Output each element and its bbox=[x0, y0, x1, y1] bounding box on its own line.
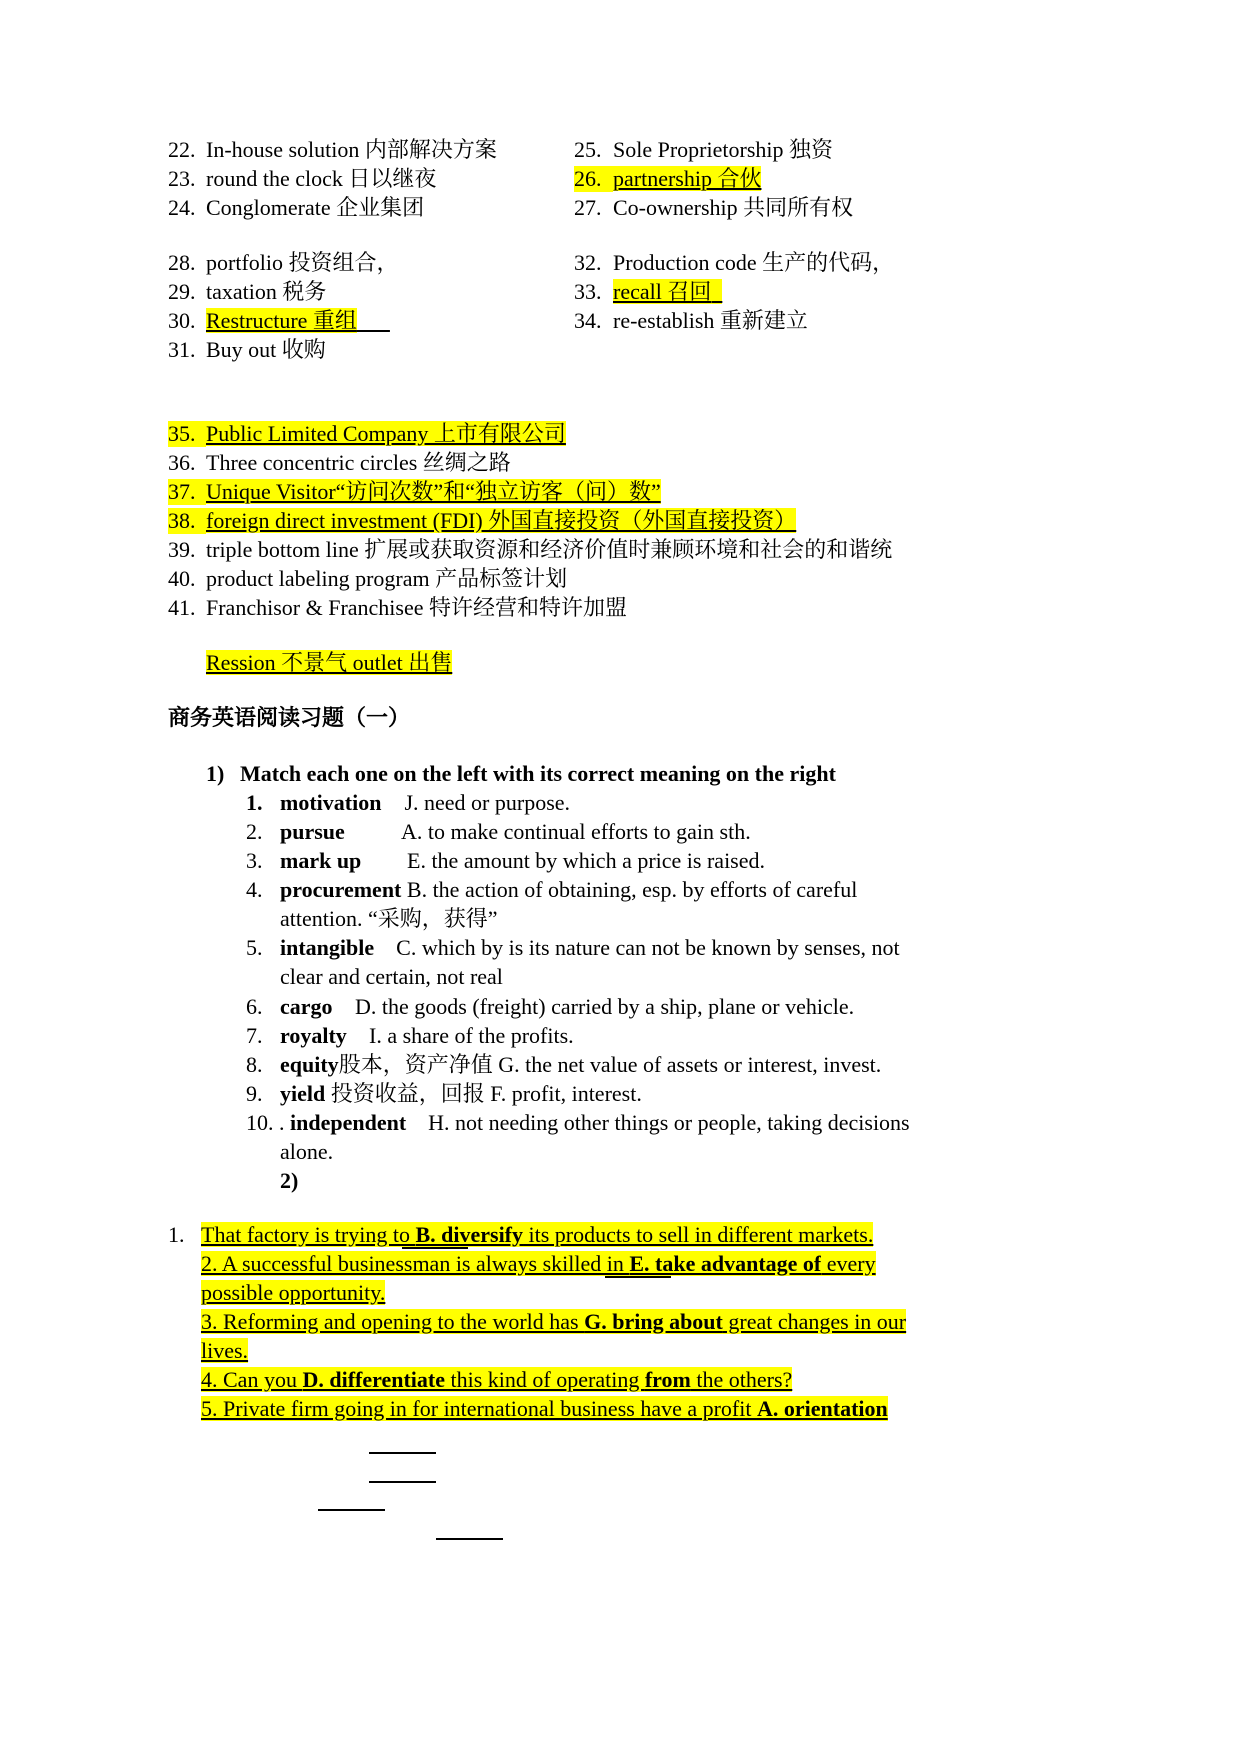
sentence-answer: from bbox=[644, 1367, 691, 1392]
vocab-item-29 bbox=[168, 279, 326, 305]
item-number: 27. bbox=[574, 195, 602, 220]
match-number: 4. bbox=[246, 877, 263, 902]
item-text: product labeling program 产品标签计划 bbox=[206, 566, 568, 591]
match-item bbox=[246, 994, 854, 1020]
item-number: 39. bbox=[168, 537, 196, 562]
match-continuation: attention. “采购，获得” bbox=[280, 906, 498, 931]
match-continuation: alone. bbox=[280, 1139, 334, 1164]
match-term: motivation bbox=[280, 790, 382, 815]
item-text: re-establish 重新建立 bbox=[613, 308, 808, 333]
blank-rule bbox=[369, 1481, 436, 1483]
blank-rule bbox=[436, 1538, 503, 1540]
item-text: Unique Visitor“访问次数”和“独立访客（问）数” bbox=[206, 479, 661, 504]
match-definition: E. the amount by which a price is raised. bbox=[407, 848, 766, 873]
sentence-3-cont bbox=[201, 1338, 248, 1364]
match-definition: 投资收益，回报 F. profit, interest. bbox=[325, 1081, 642, 1106]
sentence-part: That factory is trying to bbox=[201, 1222, 416, 1247]
item-number: 26. bbox=[574, 166, 613, 192]
sentence-5 bbox=[201, 1396, 888, 1422]
vocab-item-22 bbox=[168, 137, 497, 163]
item-number: 40. bbox=[168, 566, 196, 591]
item-text: Production code 生产的代码， bbox=[613, 250, 895, 275]
item-text: Buy out 收购 bbox=[206, 337, 326, 362]
match-item bbox=[246, 1110, 910, 1136]
sentence-part: every bbox=[821, 1251, 876, 1276]
match-number: 2. bbox=[246, 819, 263, 844]
vocab-item-23 bbox=[168, 166, 436, 192]
match-term: pursue bbox=[280, 819, 345, 844]
match-item bbox=[246, 1052, 881, 1078]
match-number: 6. bbox=[246, 994, 263, 1019]
vocab-item-31 bbox=[168, 337, 326, 363]
q1-number: 1) bbox=[206, 761, 225, 786]
match-term: royalty bbox=[280, 1023, 347, 1048]
sentence-part: the others? bbox=[690, 1367, 793, 1392]
item-number: 24. bbox=[168, 195, 196, 220]
vocab-item-25 bbox=[574, 137, 833, 163]
item-text: taxation 税务 bbox=[206, 279, 327, 304]
match-number: 5. bbox=[246, 935, 263, 960]
blank-underline bbox=[711, 279, 722, 304]
sentence-answer: D. differentiate bbox=[302, 1367, 446, 1392]
item-text: In-house solution 内部解决方案 bbox=[206, 137, 497, 162]
match-item bbox=[246, 877, 857, 903]
item-text: recall 召回 bbox=[613, 279, 712, 304]
item-number: 30. bbox=[168, 308, 196, 333]
match-term: procurement bbox=[280, 877, 402, 902]
match-number: 1. bbox=[246, 790, 263, 815]
match-term: yield bbox=[280, 1081, 326, 1106]
item-number: 29. bbox=[168, 279, 196, 304]
vocab-item-24 bbox=[168, 195, 424, 221]
vocab-item-26 bbox=[574, 166, 761, 192]
match-item bbox=[246, 1023, 574, 1049]
item-text: portfolio 投资组合， bbox=[206, 250, 399, 275]
blank-underline bbox=[357, 308, 390, 333]
item-text: Three concentric circles 丝绸之路 bbox=[206, 450, 511, 475]
vocab-item-27 bbox=[574, 195, 853, 221]
vocab-item-34 bbox=[574, 308, 808, 334]
q1-heading bbox=[206, 761, 836, 787]
sentence-answer: A. orientation bbox=[756, 1396, 888, 1421]
item-text: Franchisor & Franchisee 特许经营和特许加盟 bbox=[206, 595, 627, 620]
match-definition: D. the goods (freight) carried by a ship, plane or vehicle. bbox=[355, 994, 855, 1019]
sentence-part: 4. Can you bbox=[201, 1367, 303, 1392]
item-number: 36. bbox=[168, 450, 196, 475]
match-number: 7. bbox=[246, 1023, 263, 1048]
q2-number: 2) bbox=[280, 1168, 299, 1193]
match-term: equity bbox=[280, 1052, 339, 1077]
item-text: Sole Proprietorship 独资 bbox=[613, 137, 833, 162]
sentence-4 bbox=[201, 1367, 792, 1393]
match-item bbox=[246, 935, 900, 961]
vocab-item-32 bbox=[574, 250, 894, 276]
sentence-1 bbox=[201, 1222, 873, 1248]
match-continuation: clear and certain, not real bbox=[280, 964, 503, 989]
item-text: Restructure 重组 bbox=[206, 308, 357, 333]
item-text: round the clock 日以继夜 bbox=[206, 166, 437, 191]
match-term: cargo bbox=[280, 994, 333, 1019]
section-title: 商务英语阅读习题（一） bbox=[168, 705, 411, 730]
blank-rule bbox=[369, 1452, 436, 1454]
item-number: 22. bbox=[168, 137, 196, 162]
match-item bbox=[246, 790, 570, 816]
match-number: 3. bbox=[246, 848, 263, 873]
vocab-item-39 bbox=[168, 537, 892, 563]
item-number: 38. bbox=[168, 508, 206, 534]
sentence-part: possible opportunity. bbox=[201, 1280, 386, 1305]
vocab-item-33 bbox=[574, 279, 722, 305]
recession-text: Ression 不景气 outlet 出售 bbox=[206, 650, 453, 675]
vocab-item-38 bbox=[168, 508, 796, 534]
item-number: 32. bbox=[574, 250, 602, 275]
item-text: triple bottom line 扩展或获取资源和经济价值时兼顾环境和社会的和谐统 bbox=[206, 537, 893, 562]
sentence-part: 3. Reforming and opening to the world has bbox=[201, 1309, 585, 1334]
match-number: 8. bbox=[246, 1052, 263, 1077]
sentence-2-cont bbox=[201, 1280, 385, 1306]
sentence-answer: G. bring about bbox=[584, 1309, 723, 1334]
item-text: Conglomerate 企业集团 bbox=[206, 195, 425, 220]
item-number: 23. bbox=[168, 166, 196, 191]
item-text: partnership 合伙 bbox=[613, 166, 762, 191]
item-number: 34. bbox=[574, 308, 602, 333]
item-number: 31. bbox=[168, 337, 196, 362]
q2-list-number: 1. bbox=[168, 1222, 185, 1247]
sentence-2 bbox=[201, 1251, 876, 1277]
match-number: 9. bbox=[246, 1081, 263, 1106]
vocab-item-30 bbox=[168, 308, 390, 334]
match-term: independent bbox=[290, 1110, 407, 1135]
sentence-part: great changes in our bbox=[722, 1309, 907, 1334]
item-number: 37. bbox=[168, 479, 206, 505]
item-number: 28. bbox=[168, 250, 196, 275]
sentence-part: 2. A successful businessman is always skilled in bbox=[201, 1251, 630, 1276]
vocab-item-35 bbox=[168, 421, 566, 447]
vocab-item-41 bbox=[168, 595, 627, 621]
item-number: 33. bbox=[574, 279, 602, 304]
sentence-part: this kind of operating bbox=[445, 1367, 645, 1392]
recession-line bbox=[206, 650, 452, 676]
match-term: intangible bbox=[280, 935, 375, 960]
vocab-item-36 bbox=[168, 450, 511, 476]
vocab-item-28 bbox=[168, 250, 399, 276]
item-number: 35. bbox=[168, 421, 206, 447]
match-definition: 股本，资产净值 G. the net value of assets or interest, invest. bbox=[338, 1052, 882, 1077]
match-definition: A. to make continual efforts to gain sth. bbox=[401, 819, 751, 844]
match-term: mark up bbox=[280, 848, 362, 873]
item-number: 41. bbox=[168, 595, 196, 620]
match-definition: B. the action of obtaining, esp. by efforts of careful bbox=[406, 877, 858, 902]
match-item bbox=[246, 848, 765, 874]
match-number: 10. . bbox=[246, 1110, 285, 1135]
item-text: foreign direct investment (FDI) 外国直接投资（外国直接投资） bbox=[206, 508, 797, 533]
blank-rule bbox=[318, 1509, 385, 1511]
match-item bbox=[246, 1081, 642, 1107]
sentence-answer: E. take advantage of bbox=[629, 1251, 822, 1276]
match-definition: C. which by is its nature can not be known by senses, not bbox=[396, 935, 900, 960]
match-definition: J. need or purpose. bbox=[404, 790, 571, 815]
item-number: 25. bbox=[574, 137, 602, 162]
blank-rule bbox=[605, 1276, 671, 1278]
match-definition: H. not needing other things or people, taking decisions bbox=[428, 1110, 910, 1135]
sentence-part: lives. bbox=[201, 1338, 249, 1363]
match-definition: I. a share of the profits. bbox=[369, 1023, 574, 1048]
item-text: Co-ownership 共同所有权 bbox=[613, 195, 854, 220]
sentence-3 bbox=[201, 1309, 906, 1335]
sentence-part: its products to sell in different markets. bbox=[523, 1222, 874, 1247]
sentence-part: 5. Private firm going in for international business have a profit bbox=[201, 1396, 757, 1421]
match-item bbox=[246, 819, 751, 845]
vocab-item-37 bbox=[168, 479, 661, 505]
blank-rule bbox=[402, 1247, 468, 1249]
sentence-answer: B. diversify bbox=[415, 1222, 524, 1247]
vocab-item-40 bbox=[168, 566, 567, 592]
q1-instruction: Match each one on the left with its correct meaning on the right bbox=[240, 761, 836, 786]
item-text: Public Limited Company 上市有限公司 bbox=[206, 421, 566, 446]
